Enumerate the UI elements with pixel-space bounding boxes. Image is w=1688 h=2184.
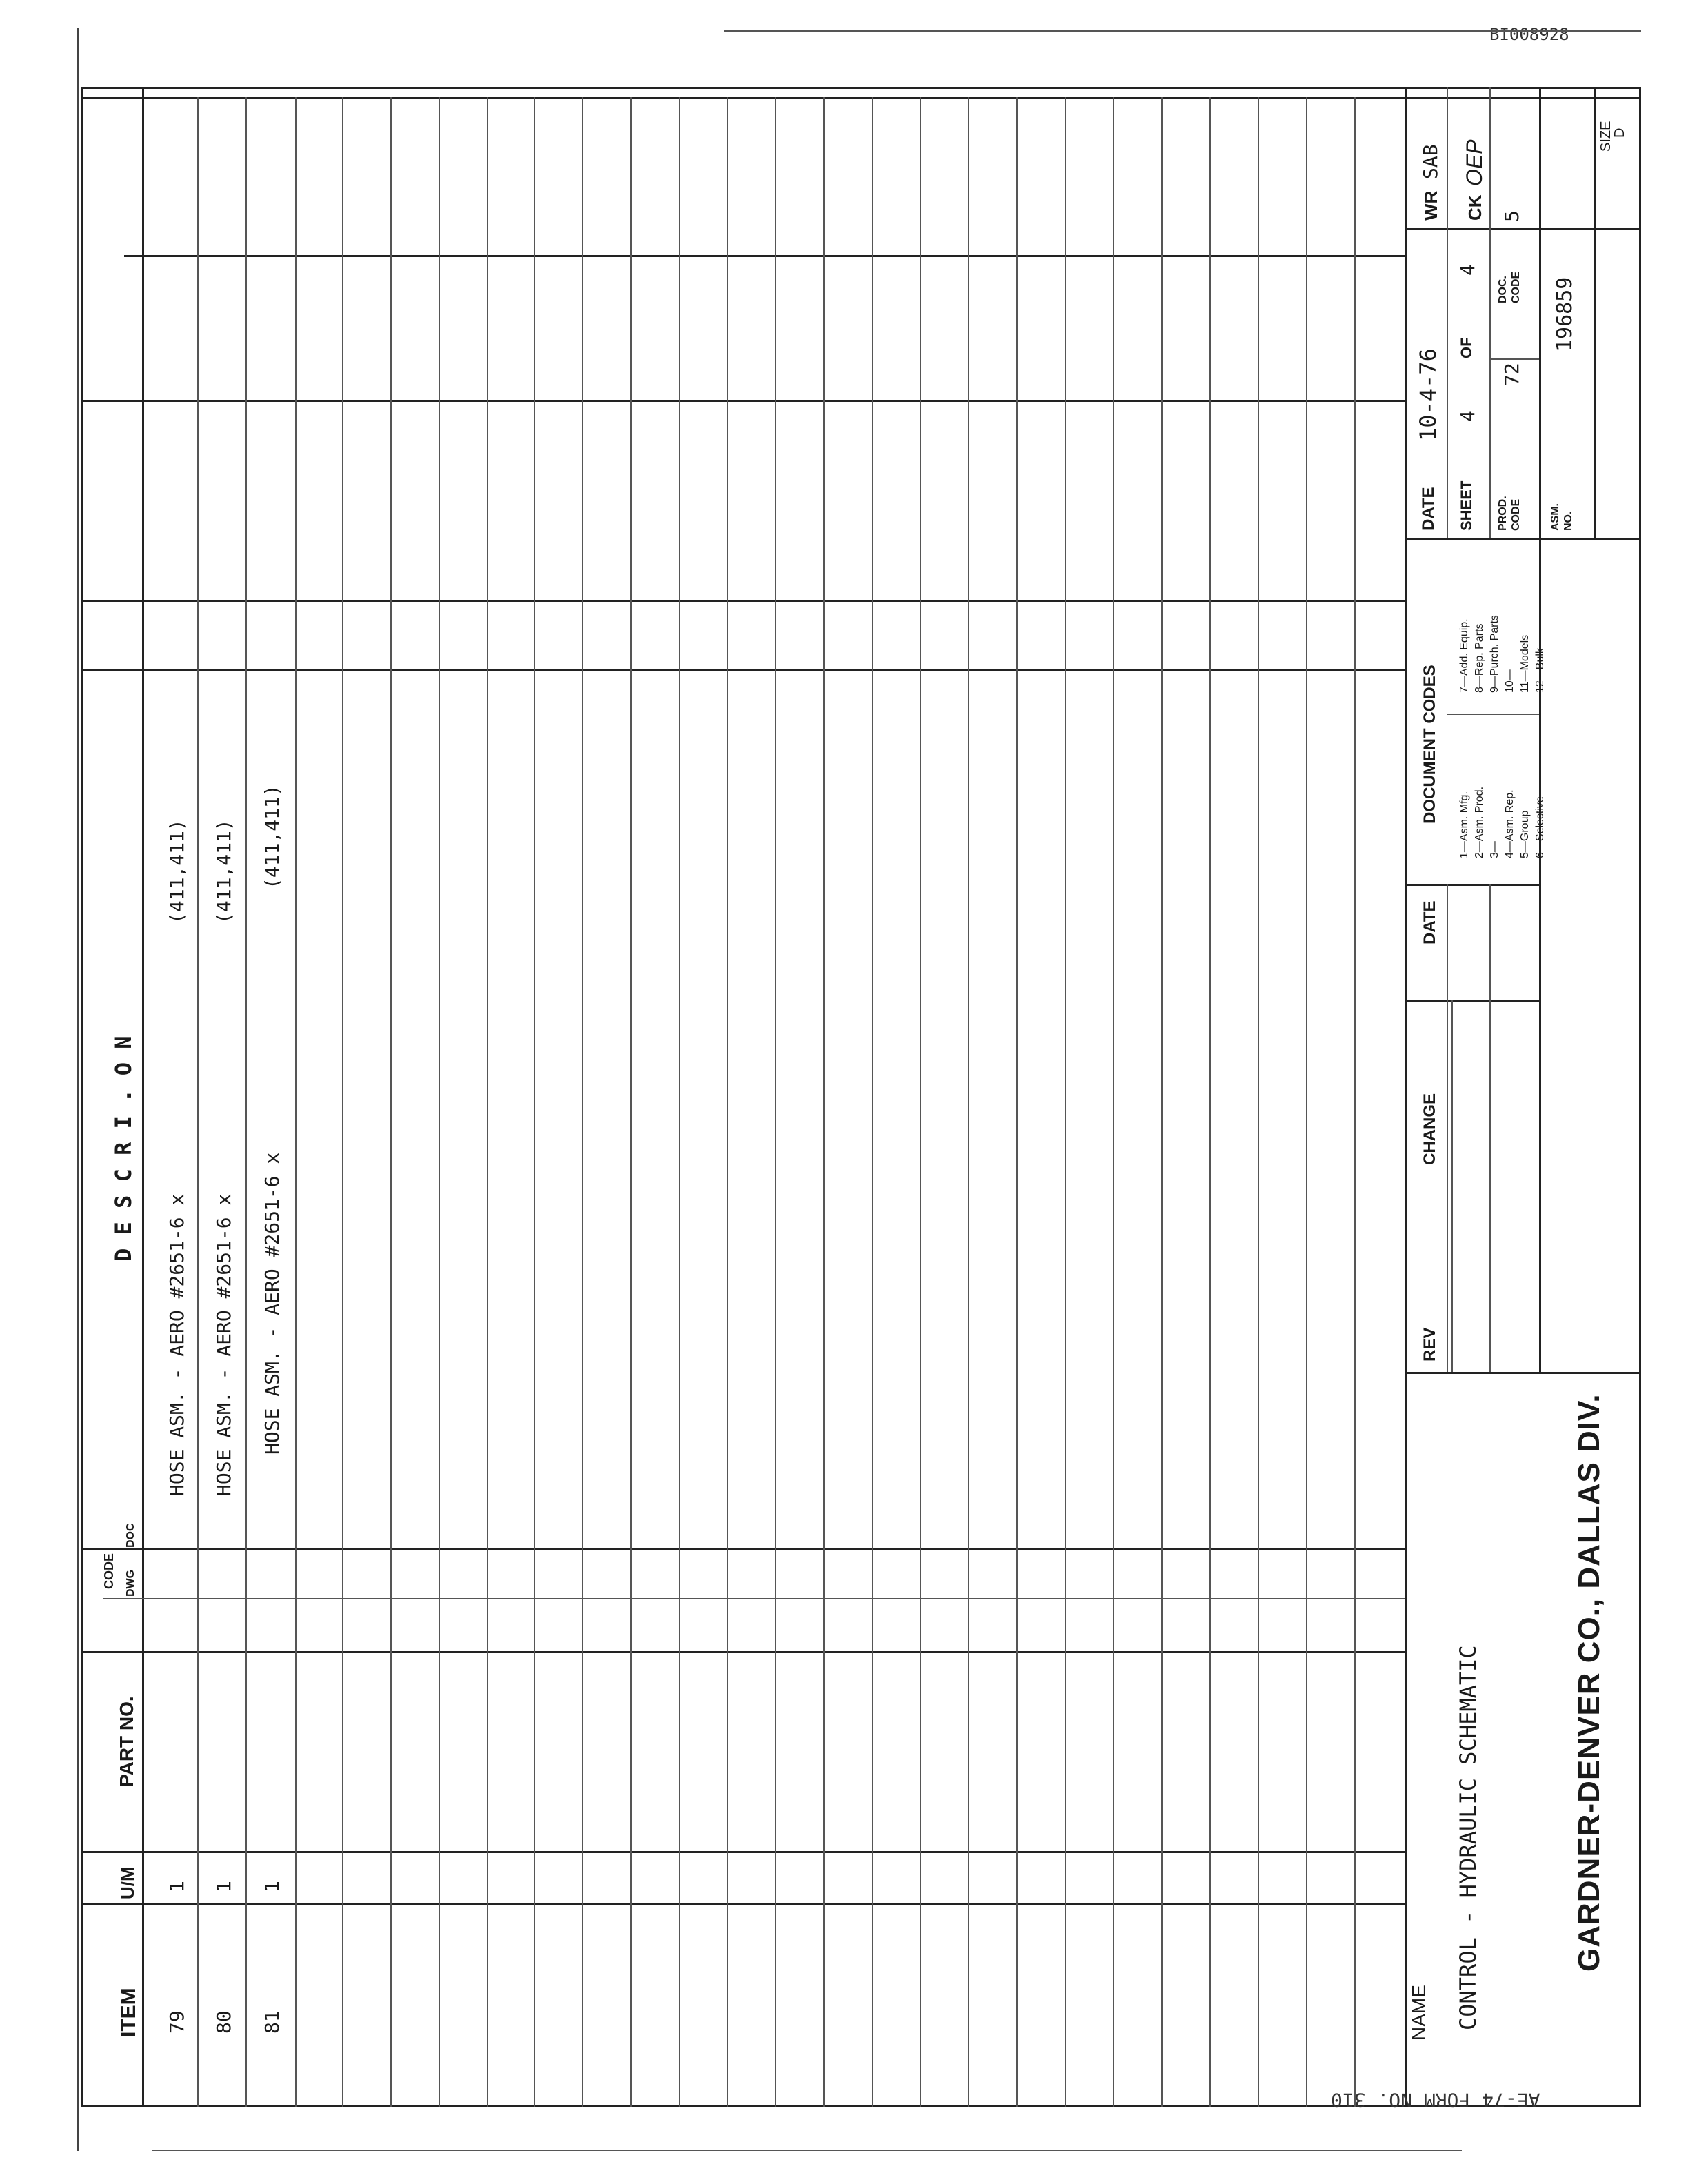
row-sep (1306, 97, 1307, 2107)
col-border-part-code (81, 1651, 1405, 1653)
wr-value: SAB (1419, 144, 1442, 179)
row-sep (1209, 97, 1211, 2107)
row-sep (1258, 97, 1259, 2107)
doc-code-entry: 1—Asm. Mfg. (1458, 791, 1470, 858)
doc-code-entry: 8—Rep. Parts (1474, 623, 1485, 693)
tb-line (1405, 1372, 1641, 1374)
col-border-right2 (81, 600, 1405, 602)
row-um: 1 (165, 1881, 188, 1892)
row-sep (1065, 97, 1066, 2107)
asm-no-label: ASM. NO. (1549, 503, 1574, 531)
doc-codes-label: DOCUMENT CODES (1420, 665, 1439, 824)
tb-line (1405, 538, 1641, 540)
scan-edge-top (724, 30, 1641, 32)
row-sep (342, 97, 343, 2107)
name-label: NAME (1408, 1985, 1429, 2041)
row-sep (197, 97, 199, 2107)
doc-code-entry: 9—Purch. Parts (1489, 615, 1500, 693)
row-ref: (411,411) (261, 785, 283, 889)
name-value: CONTROL - HYDRAULIC SCHEMATIC (1455, 1645, 1481, 2030)
ck-label: CK (1465, 194, 1485, 221)
date2-label: DATE (1419, 487, 1438, 531)
date-value: 10-4-76 (1415, 348, 1441, 441)
row-sep (679, 97, 680, 2107)
row-sep (1354, 97, 1356, 2107)
header-code-doc: DOC (125, 1523, 137, 1548)
tb-line (1405, 1000, 1539, 1002)
header-item: ITEM (117, 1988, 140, 2037)
header-description: D E S C R I . O N (110, 1035, 137, 1262)
document-id: BI008928 (1489, 25, 1569, 44)
tb-vline (1594, 87, 1596, 538)
doc-code-entry: 10— (1504, 669, 1516, 693)
prod-code-value: 72 (1500, 363, 1523, 386)
col-border-um-part (81, 1851, 1405, 1853)
row-sep (630, 97, 632, 2107)
row-ref: (411,411) (212, 819, 235, 924)
col-border-desc-right1 (81, 669, 1405, 671)
row-sep (1113, 97, 1114, 2107)
row-item: 80 (212, 2010, 235, 2034)
row-item: 81 (261, 2010, 283, 2034)
wr-label: WR (1420, 190, 1441, 221)
header-code: CODE (102, 1553, 116, 1589)
row-sep (968, 97, 969, 2107)
header-band-divider (142, 87, 144, 2107)
doc-code-entry: 12—Bulk (1534, 648, 1546, 693)
of-value: 4 (1456, 264, 1479, 276)
row-sep (872, 97, 873, 2107)
doc-code-entry: 2—Asm. Prod. (1474, 786, 1485, 858)
change-label: CHANGE (1420, 1093, 1439, 1165)
row-sep (245, 97, 247, 2107)
doc-code-value: 5 (1500, 210, 1523, 222)
row-sep (439, 97, 440, 2107)
scan-edge-left (77, 28, 79, 2151)
row-sep (390, 97, 392, 2107)
doc-code-label: DOC. CODE (1497, 271, 1522, 303)
sheet-label: SHEET (1458, 480, 1475, 531)
col-border-right3 (81, 400, 1405, 402)
size-value: D (1612, 128, 1627, 138)
tb-line (1489, 358, 1539, 360)
tb-line (1405, 228, 1641, 230)
ck-value: OEP (1462, 139, 1487, 186)
scan-edge-bottom (152, 2150, 1462, 2151)
doc-code-entry: 11—Models (1519, 634, 1531, 693)
row-description: HOSE ASM. - AERO #2651-6 x (261, 1152, 283, 1455)
row-sep (582, 97, 583, 2107)
asm-no-value: 196859 (1553, 276, 1577, 352)
tb-vline (1489, 87, 1491, 538)
col-border-code-desc (81, 1548, 1405, 1550)
row-sep (534, 97, 535, 2107)
row-sep (295, 97, 297, 2107)
row-um: 1 (212, 1881, 235, 1892)
tb-vline (1447, 87, 1448, 538)
row-item: 79 (165, 2010, 188, 2034)
sheet-value: 4 (1456, 410, 1479, 422)
header-um: U/M (117, 1866, 138, 1899)
tb-vline (1539, 87, 1541, 1372)
tb-line (1447, 714, 1539, 715)
rev-label: REV (1420, 1327, 1439, 1362)
row-description: HOSE ASM. - AERO #2651-6 x (165, 1193, 188, 1496)
doc-code-entry: 3— (1489, 841, 1500, 858)
tb-vline (1447, 884, 1448, 1372)
tb-vline (1489, 884, 1491, 1372)
form-number: AE-74 FORM NO. 310 (1331, 2089, 1540, 2112)
doc-code-entry: 4—Asm. Rep. (1504, 789, 1516, 858)
of-label: OF (1458, 337, 1475, 358)
row-sep (1016, 97, 1018, 2107)
tb-vline (1451, 1000, 1453, 1372)
tb-line (1405, 884, 1539, 886)
doc-code-entry: 5—Group (1519, 810, 1531, 858)
company-name: GARDNER-DENVER CO., DALLAS DIV. (1572, 1393, 1606, 1972)
prod-code-label: PROD. CODE (1497, 496, 1522, 531)
size-label: SIZE (1598, 121, 1614, 152)
row-sep (1161, 97, 1163, 2107)
row-sep (487, 97, 488, 2107)
row-sep (727, 97, 728, 2107)
date-label: DATE (1420, 900, 1439, 944)
col-border-right4 (124, 255, 1405, 257)
col-border-item-um (81, 1903, 1405, 1905)
row-description: HOSE ASM. - AERO #2651-6 x (212, 1193, 235, 1496)
row-sep (920, 97, 921, 2107)
header-part-no: PART NO. (116, 1696, 137, 1787)
row-ref: (411,411) (165, 819, 188, 924)
header-code-dwg: DWG (125, 1569, 137, 1597)
row-um: 1 (261, 1881, 283, 1892)
doc-code-entry: 7—Add. Equip. (1458, 618, 1470, 693)
row-sep (775, 97, 776, 2107)
doc-code-entry: 6—Selective (1534, 796, 1546, 858)
row-sep (823, 97, 825, 2107)
